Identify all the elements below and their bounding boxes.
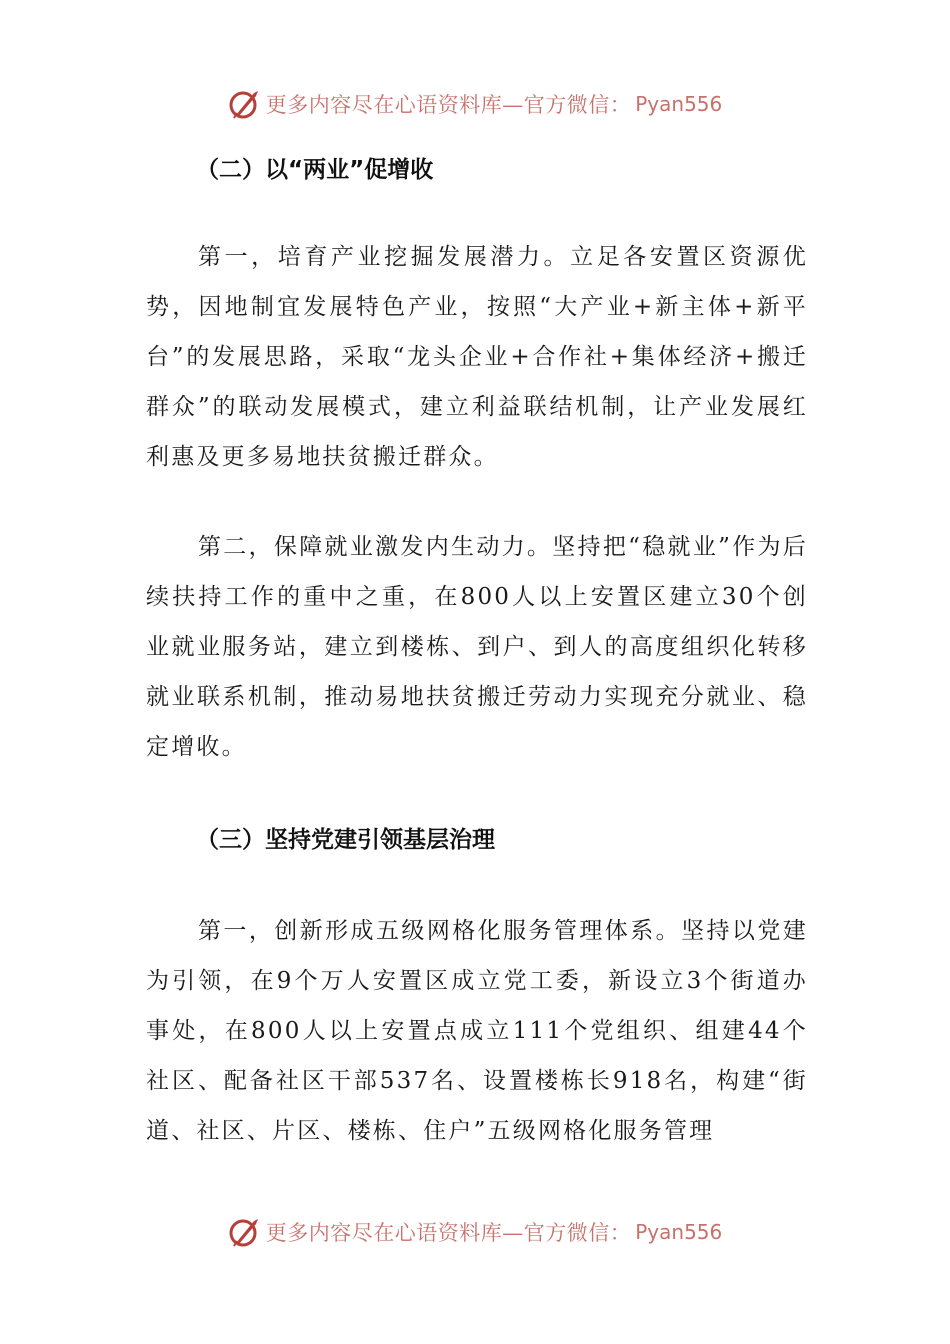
quill-pen-logo-icon [228, 87, 262, 121]
banner-text: 更多内容尽在心语资料库—官方微信： [265, 93, 632, 117]
section-heading-2: （二）以“两业”促增收 [196, 157, 434, 183]
banner-wechat-id: Pyan556 [635, 92, 723, 116]
quill-pen-logo-icon [228, 1215, 262, 1249]
paragraph-grid-management: 第一，创新形成五级网格化服务管理体系。坚持以党建为引领，在9个万人安置区成立党工委，新设立3个街道办事处，在800人以上安置点成立111个党组织、组建44个社区、配备社区干部537名、设置楼栋长918名，构建“街道、社区、片区、楼栋、住户”五级网格化服务管理 [146, 918, 808, 1144]
banner-text: 更多内容尽在心语资料库—官方微信： [265, 1221, 632, 1245]
header-watermark-banner [0, 84, 950, 124]
paragraph-employment: 第二，保障就业激发内生动力。坚持把“稳就业”作为后续扶持工作的重中之重，在800人以上安置区建立30个创业就业服务站，建立到楼栋、到户、到人的高度组织化转移就业联系机制，推动易地扶贫搬迁劳动力实现充分就业、稳定增收。 [146, 534, 808, 760]
section-heading-3: （三）坚持党建引领基层治理 [196, 827, 495, 853]
footer-watermark-banner [0, 1212, 950, 1252]
banner-wechat-id: Pyan556 [635, 1220, 723, 1244]
document-body [146, 150, 808, 1156]
paragraph-industry: 第一，培育产业挖掘发展潜力。立足各安置区资源优势，因地制宜发展特色产业，按照“大产业+新主体+新平台”的发展思路，采取“龙头企业+合作社+集体经济+搬迁群众”的联动发展模式，建立利益联结机制，让产业发展红利惠及更多易地扶贫搬迁群众。 [146, 244, 808, 470]
